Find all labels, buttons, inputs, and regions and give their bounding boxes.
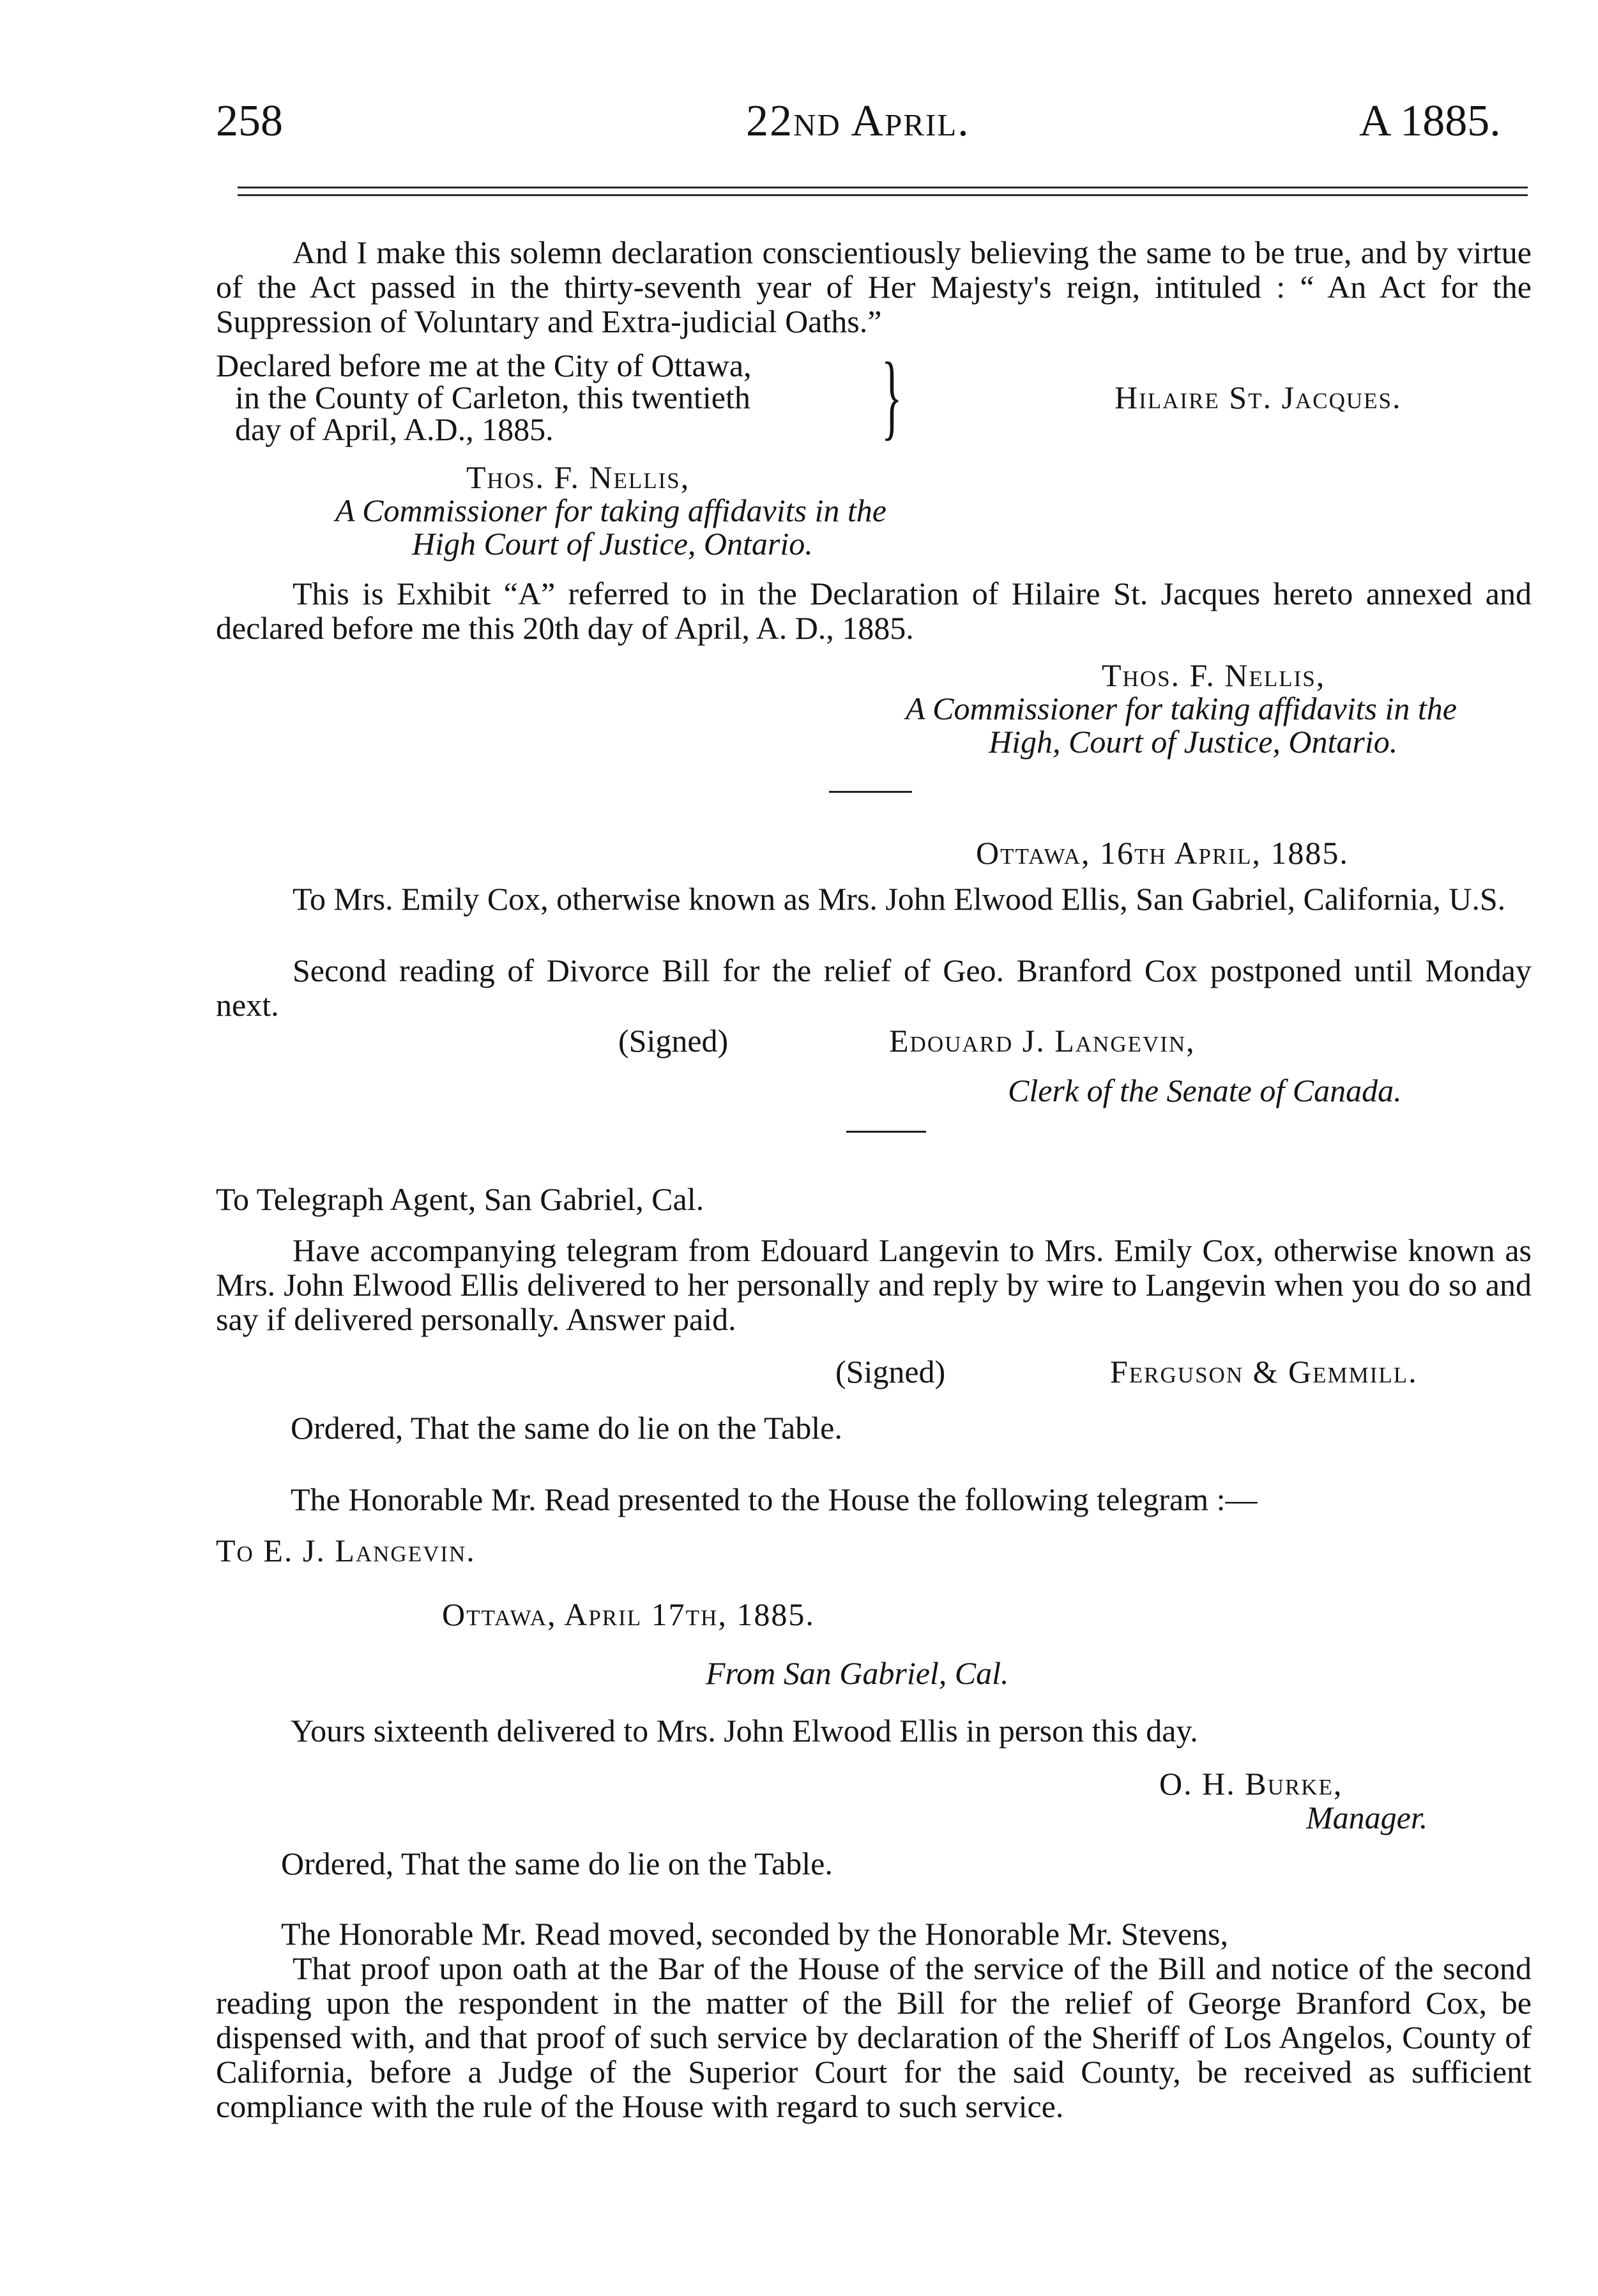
telegram2-ordered: Ordered, That the same do lie on the Table. (291, 1410, 842, 1446)
solemn-declaration-paragraph: And I make this solemn declaration conscientiously believing the same to be true, and by virtue of the Act passed in the thirty-seventh year of Her Majesty's reign, intituled : “ An Act for the Suppression of Voluntary and Extra-judicial Oaths.” (216, 234, 1532, 339)
section-divider-1 (829, 791, 912, 793)
telegram2-signed: (Signed) (835, 1354, 946, 1389)
exhibit-commissioner-name: Thos. F. Nellis, (1102, 657, 1326, 693)
telegram1-to: To Mrs. Emily Cox, otherwise known as Mrs. John Elwood Ellis, San Gabriel, California, U.S. (293, 881, 1506, 917)
motion-moved: The Honorable Mr. Read moved, seconded by the Honorable Mr. Stevens, (281, 1916, 1228, 1952)
declared-line-2: in the County of Carleton, this twentieth (235, 379, 750, 415)
running-head-date: 22nd April. (746, 96, 970, 146)
header-rule-bottom (238, 194, 1528, 196)
commissioner-title-2: High Court of Justice, Ontario. (412, 526, 813, 562)
telegram3-presented: The Honorable Mr. Read presented to the House the following telegram :— (291, 1481, 1258, 1517)
commissioner-name: Thos. F. Nellis, (466, 459, 690, 495)
running-head-year: A 1885. (1359, 96, 1501, 146)
telegram3-ordered: Ordered, That the same do lie on the Table. (281, 1846, 833, 1881)
exhibit-paragraph: This is Exhibit “A” referred to in the Declaration of Hilaire St. Jacques hereto annexed and declared before me this 20th day of April, A. D., 1885. (216, 576, 1532, 646)
telegram3-dateline: Ottawa, April 17th, 1885. (442, 1596, 815, 1632)
motion-body: That proof upon oath at the Bar of the House of the service of the Bill and notice of the second reading upon the respondent in the matter of the Bill for the relief of George Branford Cox, be dispensed with, and that proof of such service by declaration of the Sheriff of Los Angelos, County of California, before a Judge of the Superior Court for the said County, be received as sufficient compliance with the rule of the House with regard to such service. (216, 1950, 1532, 2124)
telegram3-body: Yours sixteenth delivered to Mrs. John Elwood Ellis in person this day. (291, 1713, 1198, 1749)
telegram1-signer: Edouard J. Langevin, (889, 1023, 1196, 1059)
telegram1-signed: (Signed) (618, 1023, 729, 1059)
telegram2-body: Have accompanying telegram from Edouard Langevin to Mrs. Emily Cox, otherwise known as Mrs. John Elwood Ellis delivered to her personally and reply by wire to Langevin when you do so and say if delivered personally. Answer paid. (216, 1232, 1532, 1337)
declarant-name: Hilaire St. Jacques. (1115, 379, 1402, 415)
page-number: 258 (216, 96, 283, 146)
telegram1-signer-title: Clerk of the Senate of Canada. (1008, 1073, 1402, 1108)
exhibit-commissioner-title-1: A Commissioner for taking affidavits in the (906, 691, 1457, 726)
telegram3-to: To E. J. Langevin. (216, 1533, 476, 1568)
declaration-brace: } (881, 343, 902, 449)
telegram1-dateline: Ottawa, 16th April, 1885. (976, 835, 1349, 871)
telegram3-signer: O. H. Burke, (1159, 1766, 1343, 1802)
telegram3-signer-title: Manager. (1306, 1800, 1428, 1835)
header-rule-top (238, 187, 1528, 188)
telegram3-from: From San Gabriel, Cal. (706, 1655, 1009, 1691)
exhibit-commissioner-title-2: High, Court of Justice, Ontario. (989, 724, 1398, 760)
declared-line-3: day of April, A.D., 1885. (235, 411, 554, 447)
telegram1-body: Second reading of Divorce Bill for the relief of Geo. Branford Cox postponed until Monday next. (216, 953, 1532, 1023)
declared-line-1: Declared before me at the City of Ottawa, (216, 348, 752, 383)
telegram2-to: To Telegraph Agent, San Gabriel, Cal. (216, 1181, 704, 1217)
telegram2-signer: Ferguson & Gemmill. (1110, 1354, 1418, 1389)
commissioner-title-1: A Commissioner for taking affidavits in the (335, 493, 887, 528)
section-divider-2 (846, 1131, 926, 1133)
